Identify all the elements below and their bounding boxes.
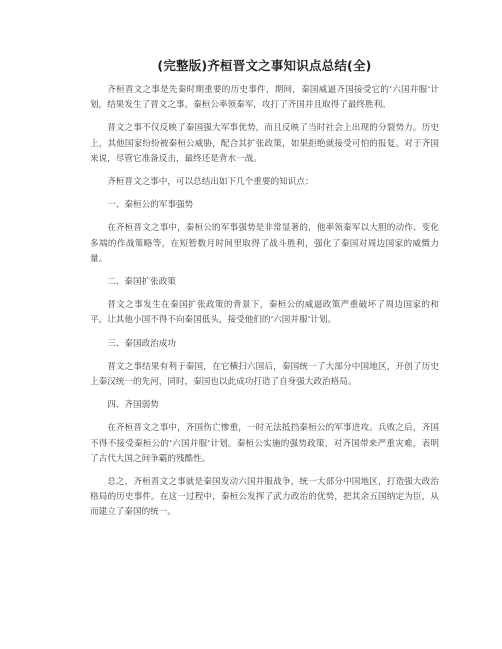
section-text-4: 在齐桓晋文之事中，齐国伤亡惨重，一时无法抵挡秦桓公的军事进攻。兵败之后，齐国不得不接受秦桓公的‘六国并服’计划。秦桓公实施的强势政策，对齐国带来严重灾难，表明了古代大国之间争霸的残酷性。 bbox=[90, 423, 439, 464]
section-heading-3: 三、秦国政治成功 bbox=[107, 338, 176, 349]
conclusion-paragraph: 总之，齐桓晋文之事就是秦国发动六国并服战争，统一大部分中国地区，打造强大政治格局的历史事件。在这一过程中，秦桓公发挥了武力政治的优势，把其余五国纳定为臣，从而建立了秦国的统一。 bbox=[90, 477, 439, 518]
section-text-1: 在齐桓晋文之事中，秦桓公的军事强势是非常显著的，他率领秦军以大胆的动作、变化多端的作战策略等，在短暂数月时间里取得了战斗胜利，强化了秦国对周边国家的威慑力量。 bbox=[90, 223, 439, 264]
section-text-2: 晋文之事发生在秦国扩张政策的背景下，秦桓公的威逼政策严重破坏了周边国家的和平，让其他小国不得不向秦国低头，接受他们的‘六国并服’计划。 bbox=[90, 300, 439, 326]
intro-paragraph-2: 晋文之事不仅反映了秦国强大军事优势，而且反映了当时社会上出现的分裂势力。历史上，其他国家纷纷被秦桓公威胁，配合其扩张政策，如果拒绝就接受可怕的报复。对于齐国来说，尽管它准备反击，最终还是背水一战。 bbox=[90, 123, 439, 164]
section-text-3: 晋文之事结果有利于秦国，在它横扫六国后，秦国统一了大部分中国地区，开创了历史上秦汉统一的先河，同时，秦国也以此成功打造了自身强大政治格局。 bbox=[90, 361, 439, 388]
section-heading-1: 一、秦桓公的军事强势 bbox=[107, 200, 194, 211]
document-title: (完整版)齐桓晋文之事知识点总结(全) bbox=[157, 58, 372, 73]
section-heading-2: 二、秦国扩张政策 bbox=[107, 277, 176, 288]
intro-paragraph-3: 齐桓晋文之事中，可以总结出如下几个重要的知识点： bbox=[107, 177, 314, 188]
intro-paragraph-1: 齐桓晋文之事是先秦时期重要的历史事件，期间，秦国威逼齐国接受它的‘六国并服’计划，结果发生了晋文之事。秦桓公率领秦军，攻打了齐国并且取得了最终胜利。 bbox=[90, 85, 439, 111]
section-heading-4: 四、齐国弱势 bbox=[107, 400, 159, 411]
